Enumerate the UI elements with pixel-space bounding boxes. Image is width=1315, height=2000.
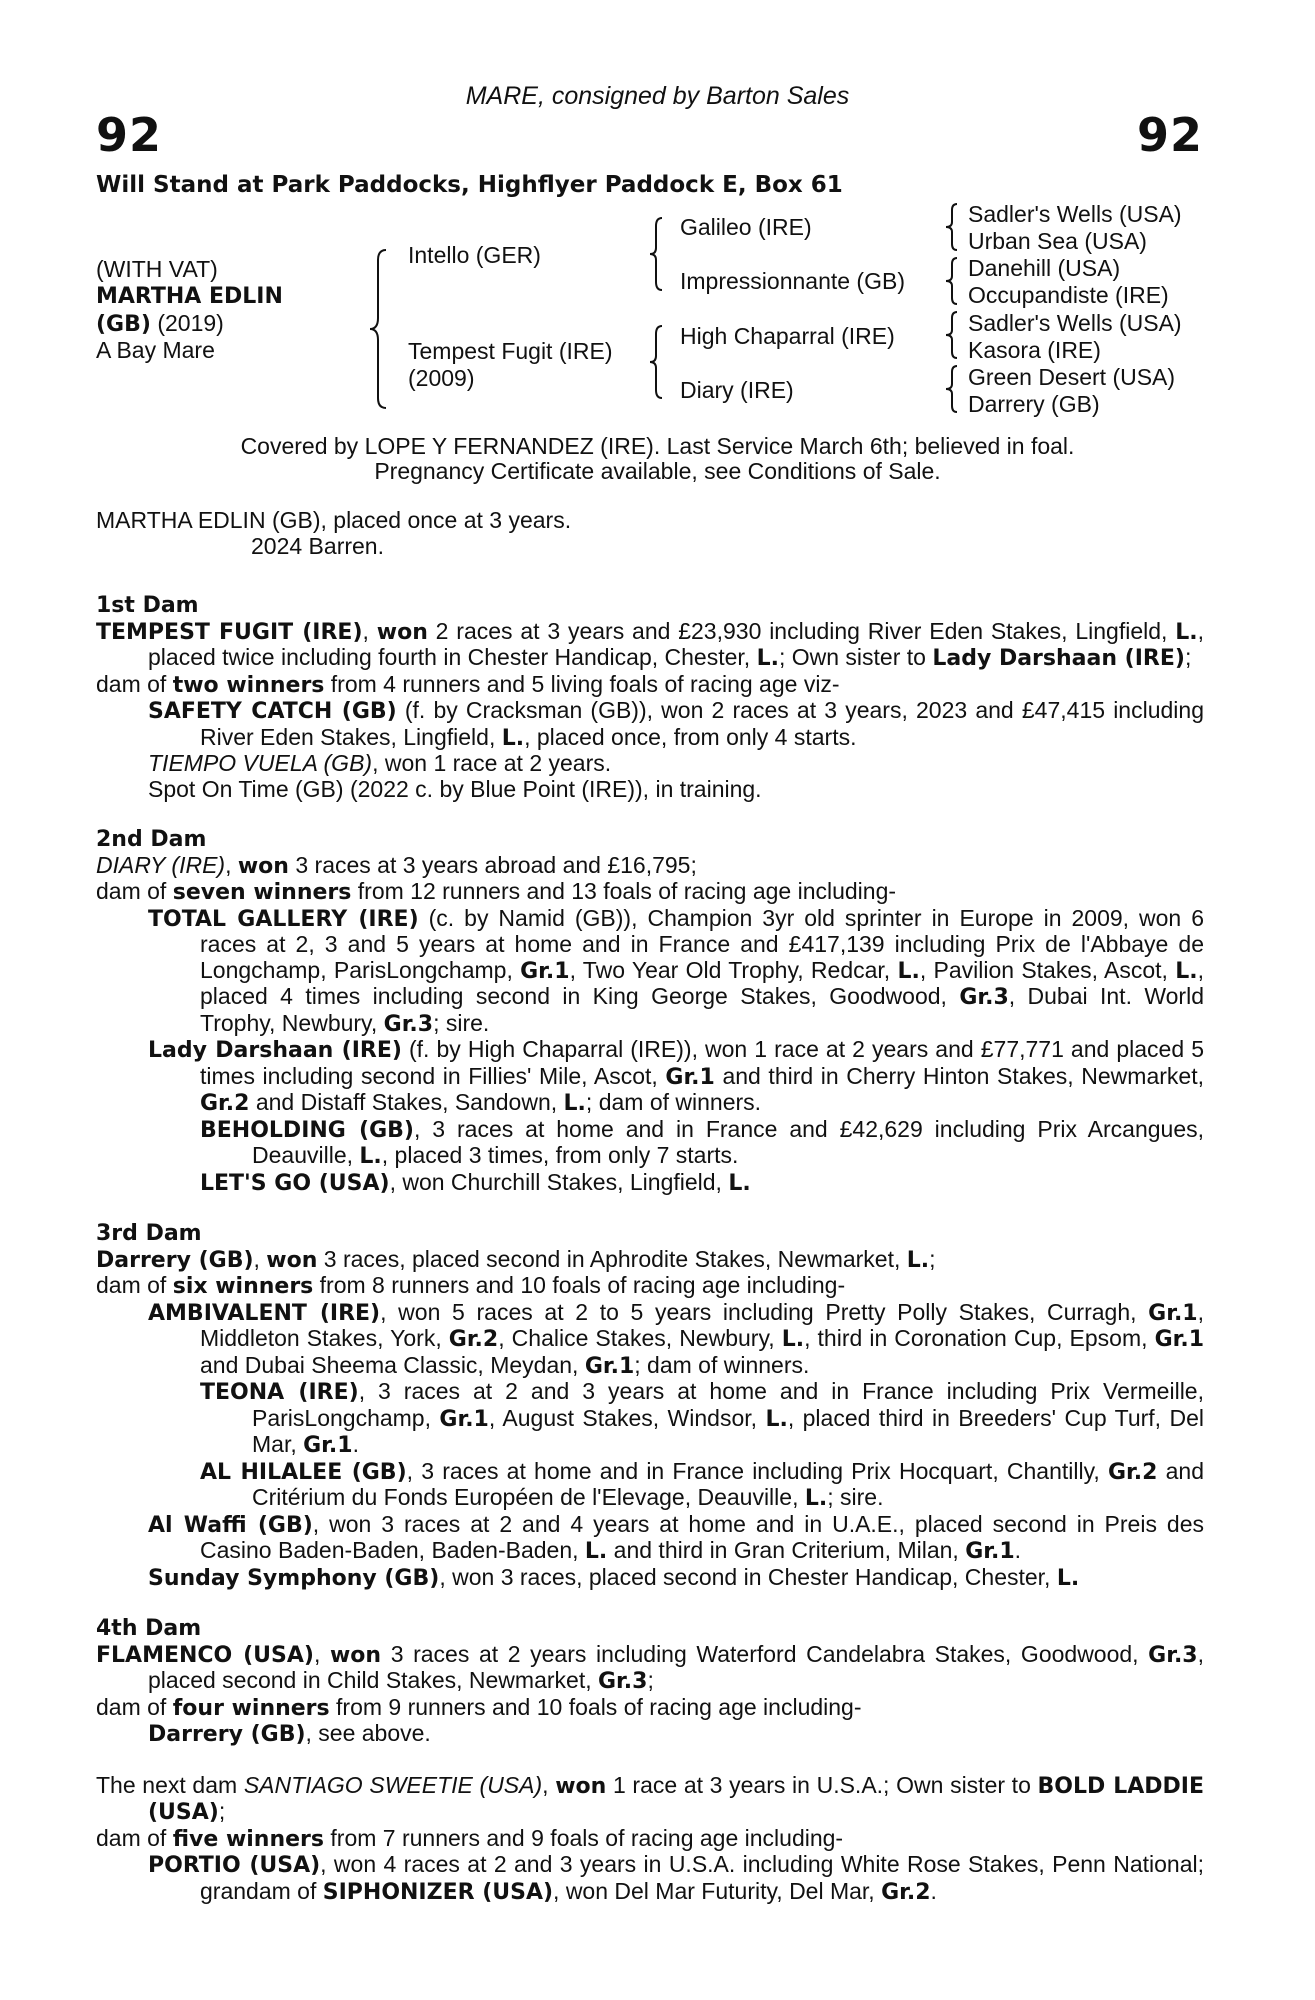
produce-name: SAFETY CATCH (GB) xyxy=(148,699,397,724)
produce-text: , Middleton Stakes, York, xyxy=(200,1298,1204,1351)
produce-name: AL HILALEE (GB) xyxy=(200,1459,407,1485)
dam1-produce-3: Spot On Time (GB) (2022 c. by Blue Point (IRE)), in training. xyxy=(148,775,762,802)
produce-text: , August Stakes, Windsor, xyxy=(488,1404,766,1431)
dam-name: Tempest Fugit (IRE) xyxy=(408,338,613,364)
dam1-sister: Lady Darshaan (IRE) xyxy=(932,646,1185,671)
listed-label: L. xyxy=(781,1327,805,1352)
pregnancy-line: Pregnancy Certificate available, see Conditions of Sale. xyxy=(374,458,941,484)
produce-text: , placed 3 times, from only 7 starts. xyxy=(381,1142,739,1168)
produce-text: , placed 4 times including second in King George Stakes, Goodwood, xyxy=(200,956,1204,1009)
dam3-winners: six winners xyxy=(172,1274,314,1299)
produce-name: Darrery (GB) xyxy=(148,1722,306,1747)
dam3-paragraph xyxy=(96,1247,1204,1274)
dam1-text: , placed twice including fourth in Chester Handicap, Chester, xyxy=(148,617,1205,670)
dam3-produce-sunday-symphony xyxy=(96,1565,1204,1592)
produce-text: ; dam of winners. xyxy=(634,1351,810,1378)
horse-origin-year xyxy=(96,310,224,338)
dam1-text: 2 races at 3 years and £23,930 including River Eden Stakes, Lingfield, xyxy=(427,617,1176,644)
dam2-text: from 12 runners and 13 foals of racing age including- xyxy=(351,878,897,904)
produce-text: , placed third in Breeders' Cup Turf, Del Mar, xyxy=(252,1404,1204,1457)
dam3-grandproduce-al-hilalee xyxy=(96,1459,1204,1512)
pedigree-brace-main xyxy=(368,248,390,410)
produce-text: and third in Cherry Hinton Stakes, Newmarket, xyxy=(714,1062,1204,1089)
produce-name: LET'S GO (USA) xyxy=(200,1170,390,1196)
produce-text: , Two Year Old Trophy, Redcar, xyxy=(569,956,898,983)
produce-text: and Dubai Sheema Classic, Meydan, xyxy=(200,1351,585,1378)
dam1-text: ; Own sister to xyxy=(778,644,933,670)
dam3-text: ; xyxy=(929,1245,936,1272)
group-label: Gr.1 xyxy=(665,1064,715,1090)
stand-location: Will Stand at Park Paddocks, Highflyer Paddock E, Box 61 xyxy=(96,172,843,198)
listed-label: L. xyxy=(756,646,779,671)
summary-barren: 2024 Barren. xyxy=(251,532,384,559)
dam3-heading: 3rd Dam xyxy=(96,1221,202,1246)
horse-description: A Bay Mare xyxy=(96,337,215,363)
pedigree-brace-gg3 xyxy=(944,310,960,360)
nextdam-text: from 7 runners and 9 foals of racing age including- xyxy=(324,1824,844,1851)
dam4-produce-darrery xyxy=(96,1721,1204,1748)
dam1-name: TEMPEST FUGIT (IRE) xyxy=(96,619,363,645)
produce-text: , won 3 races, placed second in Chester Handicap, Chester, xyxy=(439,1563,1057,1590)
produce-text: , see above. xyxy=(305,1720,431,1746)
dam-sire: High Chaparral (IRE) xyxy=(680,323,895,349)
dam3-won: won xyxy=(266,1247,318,1273)
produce-text: (f. by High Chaparral (IRE)), won 1 race at 2 years and £77,771 and placed 5 times including second in Fillies' Mile, Ascot, xyxy=(200,1036,1204,1089)
dam1-produce-2 xyxy=(96,751,1204,777)
great-grandsire-2: Danehill (USA) xyxy=(968,255,1121,281)
listed-label: L. xyxy=(765,1406,788,1432)
group-label: Gr.3 xyxy=(383,1011,434,1037)
dam1-text: from 4 runners and 5 living foals of racing age viz- xyxy=(324,670,840,697)
dam4-text: from 9 runners and 10 foals of racing age including- xyxy=(329,1693,862,1720)
dam-year: (2009) xyxy=(408,365,475,391)
lot-number-right: 92 xyxy=(1136,108,1203,162)
produce-text: and Critérium du Fonds Européen de l'Elevage, Deauville, xyxy=(252,1457,1204,1510)
horse-origin: (GB) xyxy=(96,312,151,337)
produce-text: , won Del Mar Futurity, Del Mar, xyxy=(553,1877,882,1904)
produce-text: . xyxy=(352,1431,359,1457)
produce-name: Sunday Symphony (GB) xyxy=(148,1565,440,1591)
dam4-text: dam of xyxy=(96,1693,173,1720)
dam4-winners: four winners xyxy=(172,1695,330,1721)
listed-label: L. xyxy=(359,1144,382,1169)
produce-name: Al Waffi (GB) xyxy=(148,1512,313,1538)
dam2-text: , xyxy=(225,851,238,878)
dam4-paragraph xyxy=(96,1642,1204,1695)
listed-label: L. xyxy=(501,725,525,751)
dam2-produce-lady-darshaan xyxy=(96,1037,1204,1117)
vat-label: (WITH VAT) xyxy=(96,256,218,282)
dam1-heading: 1st Dam xyxy=(96,593,199,618)
dam4-won: won xyxy=(329,1642,382,1668)
group-label: Gr.1 xyxy=(1148,1300,1198,1326)
group-label: Gr.2 xyxy=(1107,1459,1158,1485)
summary-line: MARTHA EDLIN (GB), placed once at 3 years. xyxy=(96,507,572,533)
produce-name: BEHOLDING (GB) xyxy=(200,1117,414,1143)
group-label: Gr.3 xyxy=(1148,1642,1198,1668)
nextdam-text: The next dam xyxy=(96,1771,244,1798)
group-label: Gr.3 xyxy=(959,985,1009,1010)
dam3-produce-ambivalent xyxy=(96,1300,1204,1380)
dam2-produce-summary xyxy=(96,879,1204,906)
produce-name: TOTAL GALLERY (IRE) xyxy=(148,906,419,932)
produce-text: (f. by Cracksman (GB)), won 2 races at 3 years, 2023 and £47,415 including River Eden Stakes, Lingfield, xyxy=(200,697,1204,750)
catalogue-body xyxy=(96,508,1204,1905)
produce-text: and third in Gran Criterium, Milan, xyxy=(607,1537,966,1563)
dam2-produce-total-gallery xyxy=(96,906,1204,1038)
great-granddam-3: Kasora (IRE) xyxy=(968,337,1101,363)
dam2-won: won xyxy=(237,853,289,879)
group-label: Gr.1 xyxy=(520,958,570,984)
group-label: Gr.1 xyxy=(1154,1327,1205,1352)
produce-text: , 3 races at 2 and 3 years at home and in France including Prix Vermeille, ParisLongchamp, xyxy=(252,1378,1204,1431)
pedigree-brace-sire xyxy=(648,216,666,292)
group-label: Gr.2 xyxy=(881,1879,931,1905)
dam1-produce-1 xyxy=(96,698,1204,751)
dam1-text: ; xyxy=(1184,644,1192,670)
group-label: Gr.3 xyxy=(598,1669,648,1694)
great-grandsire-1: Sadler's Wells (USA) xyxy=(968,201,1182,227)
dam1-paragraph: TEMPEST FUGIT (IRE), won 2 races at 3 years and £23,930 including River Eden Stakes, Lingfield, L., placed twice including fourth in Chester Handicap, Chester, L.; Own sister to Lady Darshaan (IRE); xyxy=(96,617,1205,671)
pedigree-brace-gg2 xyxy=(944,256,960,306)
nextdam-won: won xyxy=(555,1773,607,1799)
dam2-grandproduce-beholding xyxy=(96,1117,1204,1170)
horse-year: (2019) xyxy=(157,310,224,336)
produce-text: , Chalice Stakes, Newbury, xyxy=(498,1325,782,1351)
great-granddam-4: Darrery (GB) xyxy=(968,391,1100,417)
group-label: Gr.2 xyxy=(200,1091,250,1116)
produce-name: SIPHONIZER (USA) xyxy=(322,1879,554,1905)
dam1-won: won xyxy=(376,619,428,645)
sire-name: Intello (GER) xyxy=(408,242,541,268)
pedigree-brace-gg1 xyxy=(944,202,960,252)
produce-text: , won 3 races at 2 and 4 years at home and in U.A.E., placed second in Preis des Casino Baden-Baden, Baden-Baden, xyxy=(200,1510,1204,1563)
listed-label: L. xyxy=(728,1170,751,1196)
produce-text: . xyxy=(1014,1537,1022,1563)
listed-label: L. xyxy=(1056,1565,1080,1591)
dam4-text: , placed second in Child Stakes, Newmarket, xyxy=(148,1640,1204,1693)
listed-label: L. xyxy=(584,1539,608,1564)
group-label: Gr.1 xyxy=(439,1406,489,1432)
dam4-text: , xyxy=(313,1640,330,1667)
dam3-text: dam of xyxy=(96,1272,173,1298)
dam4-text: 3 races at 2 years including Waterford Candelabra Stakes, Goodwood, xyxy=(381,1640,1149,1667)
produce-text: , 3 races at home and in France including Prix Hocquart, Chantilly, xyxy=(406,1457,1108,1484)
great-grandsire-4: Green Desert (USA) xyxy=(968,364,1176,390)
produce-text: . xyxy=(930,1877,937,1904)
covered-line: Covered by LOPE Y FERNANDEZ (IRE). Last Service March 6th; believed in foal. xyxy=(240,433,1075,459)
dam3-grandproduce-teona xyxy=(96,1379,1204,1459)
nextdam-text: dam of xyxy=(96,1824,173,1851)
produce-name: TEONA (IRE) xyxy=(200,1380,359,1405)
dam4-text: ; xyxy=(647,1667,654,1693)
great-grandsire-3: Sadler's Wells (USA) xyxy=(968,310,1182,336)
dam2-heading: 2nd Dam xyxy=(96,827,207,852)
dam2-winners: seven winners xyxy=(172,880,352,905)
dam3-text: , xyxy=(253,1245,267,1272)
dam2-paragraph xyxy=(96,853,1204,880)
horse-name: MARTHA EDLIN xyxy=(96,284,283,309)
produce-name: AMBIVALENT (IRE) xyxy=(148,1300,381,1326)
produce-text: , 3 races at home and in France and £42,629 including Prix Arcangues, Deauville, xyxy=(252,1115,1204,1168)
listed-label: L. xyxy=(563,1091,586,1116)
dam1-text: dam of xyxy=(96,670,173,697)
produce-text: , Pavilion Stakes, Ascot, xyxy=(919,956,1176,983)
dam4-produce-summary xyxy=(96,1695,1204,1722)
produce-text: ; sire. xyxy=(433,1009,490,1036)
listed-label: L. xyxy=(1175,958,1198,984)
listed-label: L. xyxy=(906,1247,930,1273)
listed-label: L. xyxy=(804,1486,828,1511)
listed-label: L. xyxy=(1175,619,1198,645)
pedigree-brace-dam xyxy=(648,324,666,400)
dam2-text: 3 races at 3 years abroad and £16,795; xyxy=(288,851,697,878)
produce-text: ; sire. xyxy=(827,1484,884,1510)
sire-dam: Impressionnante (GB) xyxy=(680,268,905,294)
produce-text: , won Churchill Stakes, Lingfield, xyxy=(389,1168,729,1195)
dam2-grandproduce-lets-go xyxy=(96,1170,1204,1197)
produce-text: , placed once, from only 4 starts. xyxy=(524,723,857,750)
dam3-produce-al-waffi xyxy=(96,1512,1204,1565)
nextdam-text: , xyxy=(542,1771,556,1798)
nextdam-winners: five winners xyxy=(172,1826,325,1852)
produce-text: , Dubai Int. World Trophy, Newbury, xyxy=(200,983,1204,1036)
produce-text: and Distaff Stakes, Sandown, xyxy=(249,1089,564,1115)
produce-text: ; dam of winners. xyxy=(585,1089,762,1115)
produce-name: PORTIO (USA) xyxy=(148,1853,321,1878)
nextdam-text: ; xyxy=(218,1798,226,1824)
great-granddam-1: Urban Sea (USA) xyxy=(968,228,1147,254)
group-label: Gr.1 xyxy=(584,1353,635,1379)
produce-text: , won 5 races at 2 to 5 years including Pretty Polly Stakes, Curragh, xyxy=(380,1298,1149,1325)
page-title: MARE, consigned by Barton Sales xyxy=(465,82,850,110)
dam1-winners: two winners xyxy=(172,672,325,698)
nextdam-sister: BOLD LADDIE (USA) xyxy=(148,1773,1204,1825)
produce-text: , won 4 races at 2 and 3 years in U.S.A. including White Rose Stakes, Penn National; grandam of xyxy=(200,1851,1204,1904)
dam4-heading: 4th Dam xyxy=(96,1616,202,1641)
dam3-text: 3 races, placed second in Aphrodite Stakes, Newmarket, xyxy=(317,1245,907,1272)
dam1-produce-summary xyxy=(96,672,1204,699)
group-label: Gr.2 xyxy=(448,1327,499,1352)
dam3-name: Darrery (GB) xyxy=(96,1247,254,1273)
nextdam-paragraph xyxy=(96,1773,1204,1826)
nextdam-produce-summary xyxy=(96,1826,1204,1853)
pedigree-brace-gg4 xyxy=(944,364,960,414)
sire-sire: Galileo (IRE) xyxy=(680,214,812,240)
dam2-name: DIARY (IRE) xyxy=(96,851,226,878)
produce-text: , third in Coronation Cup, Epsom, xyxy=(804,1325,1155,1351)
dam-dam: Diary (IRE) xyxy=(680,377,794,403)
nextdam-produce-portio xyxy=(96,1852,1204,1905)
produce-name: Lady Darshaan (IRE) xyxy=(148,1038,402,1063)
dam4-name: FLAMENCO (USA) xyxy=(96,1642,314,1668)
group-label: Gr.1 xyxy=(965,1539,1015,1564)
dam3-text: from 8 runners and 10 foals of racing age including- xyxy=(313,1272,846,1298)
great-granddam-2: Occupandiste (IRE) xyxy=(968,282,1169,308)
dam2-text: dam of xyxy=(96,878,173,904)
nextdam-text: 1 race at 3 years in U.S.A.; Own sister to xyxy=(606,1771,1038,1798)
group-label: Gr.1 xyxy=(303,1433,353,1458)
nextdam-name: SANTIAGO SWEETIE (USA) xyxy=(243,1771,543,1798)
lot-number-left: 92 xyxy=(96,108,163,162)
listed-label: L. xyxy=(897,958,920,984)
produce-text: (c. by Namid (GB)), Champion 3yr old sprinter in Europe in 2009, won 6 races at 2, 3 and 5 years at home and in France and £417,139 including Prix de l'Abbaye de Longchamp, ParisLongchamp, xyxy=(200,904,1204,983)
produce-text: , won 1 race at 2 years. xyxy=(372,750,612,776)
dam3-produce-summary xyxy=(96,1273,1204,1300)
produce-name: TIEMPO VUELA (GB) xyxy=(148,750,373,776)
